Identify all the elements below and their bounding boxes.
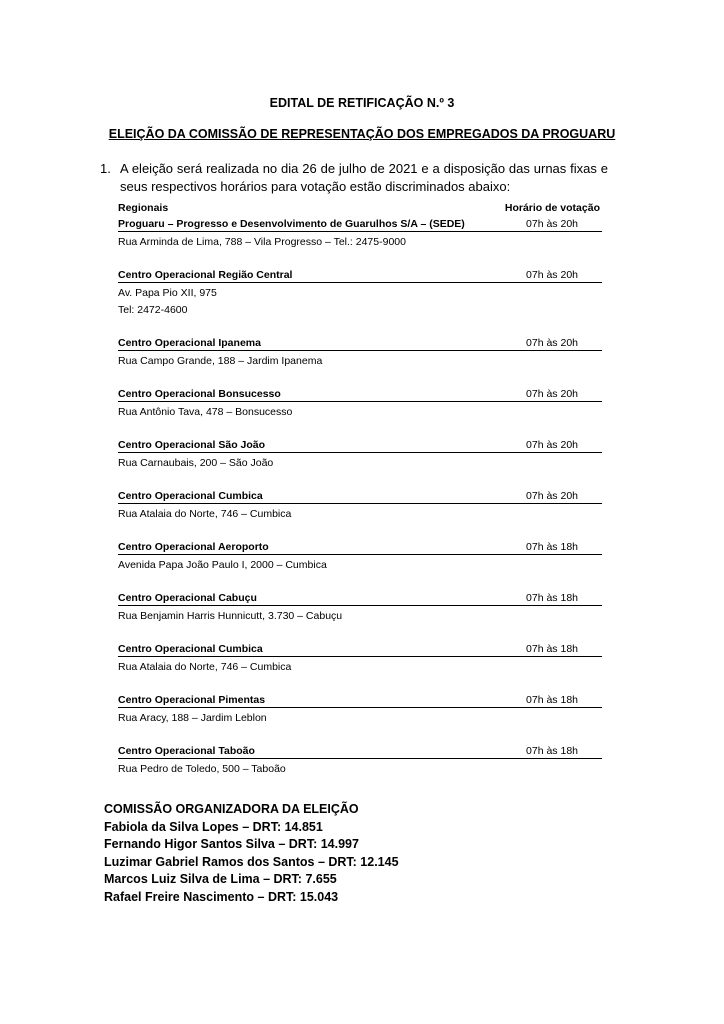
location-address: Avenida Papa João Paulo I, 2000 – Cumbica <box>118 559 327 571</box>
intro-paragraph <box>100 160 608 196</box>
location-entry <box>118 642 602 676</box>
location-name: Centro Operacional Taboão <box>118 745 255 757</box>
location-header <box>118 438 602 453</box>
location-address: Rua Pedro de Toledo, 500 – Taboão <box>118 763 286 775</box>
voting-hours: 07h às 18h <box>526 541 578 553</box>
voting-hours: 07h às 18h <box>526 643 578 655</box>
location-header <box>118 591 602 606</box>
table-header <box>118 202 602 216</box>
location-entry <box>118 336 602 370</box>
location-header <box>118 489 602 504</box>
location-address: Rua Carnaubais, 200 – São João <box>118 457 274 469</box>
location-address: Rua Arminda de Lima, 788 – Vila Progresso – Tel.: 2475-9000 <box>118 236 406 248</box>
location-name: Centro Operacional Cumbica <box>118 643 263 655</box>
location-entry <box>118 268 602 319</box>
location-entry <box>118 489 602 523</box>
location-entry <box>118 217 602 251</box>
header-regionais: Regionais <box>118 202 169 214</box>
location-address: Rua Campo Grande, 188 – Jardim Ipanema <box>118 355 323 367</box>
location-header <box>118 540 602 555</box>
location-name: Proguaru – Progresso e Desenvolvimento de Guarulhos S/A – (SEDE) <box>118 218 465 230</box>
committee-member: Marcos Luiz Silva de Lima – DRT: 7.655 <box>104 872 337 886</box>
location-header <box>118 217 602 232</box>
location-header <box>118 642 602 657</box>
voting-hours: 07h às 18h <box>526 745 578 757</box>
location-header <box>118 387 602 402</box>
location-name: Centro Operacional Ipanema <box>118 337 261 349</box>
location-address: Rua Atalaia do Norte, 746 – Cumbica <box>118 508 292 520</box>
voting-hours: 07h às 20h <box>526 218 578 230</box>
committee-heading: COMISSÃO ORGANIZADORA DA ELEIÇÃO <box>104 802 359 816</box>
location-address: Tel: 2472-4600 <box>118 304 188 316</box>
committee-member: Luzimar Gabriel Ramos dos Santos – DRT: 12.145 <box>104 854 399 869</box>
location-name: Centro Operacional Bonsucesso <box>118 388 281 400</box>
location-name: Centro Operacional Cumbica <box>118 490 263 502</box>
voting-hours: 07h às 20h <box>526 388 578 400</box>
location-header <box>118 693 602 708</box>
location-entry <box>118 438 602 472</box>
location-name: Centro Operacional São João <box>118 439 266 451</box>
location-address: Rua Antônio Tava, 478 – Bonsucesso <box>118 406 293 418</box>
location-address: Rua Atalaia do Norte, 746 – Cumbica <box>118 661 292 673</box>
committee-member: Rafael Freire Nascimento – DRT: 15.043 <box>104 889 339 904</box>
location-entry <box>118 387 602 421</box>
header-horario: Horário de votação <box>504 202 600 214</box>
location-entry <box>118 540 602 574</box>
location-header <box>118 268 602 283</box>
committee-block <box>104 801 399 906</box>
location-header <box>118 744 602 759</box>
document-title: EDITAL DE RETIFICAÇÃO N.º 3 <box>269 96 455 110</box>
location-address: Av. Papa Pio XII, 975 <box>118 287 217 299</box>
location-header <box>118 336 602 351</box>
location-address: Rua Aracy, 188 – Jardim Leblon <box>118 712 267 724</box>
intro-text: A eleição será realizada no dia 26 de julho de 2021 e a disposição das urnas fixas e seus respectivos horários para votação estão discriminados abaixo: <box>120 161 608 194</box>
location-entry <box>118 591 602 625</box>
location-name: Centro Operacional Cabuçu <box>118 592 257 604</box>
voting-hours: 07h às 20h <box>526 439 578 451</box>
voting-hours: 07h às 20h <box>526 269 578 281</box>
intro-number: 1. <box>100 161 111 176</box>
voting-hours: 07h às 20h <box>526 337 578 349</box>
committee-member: Fernando Higor Santos Silva – DRT: 14.997 <box>104 837 359 851</box>
location-name: Centro Operacional Aeroporto <box>118 541 269 553</box>
document-subtitle: ELEIÇÃO DA COMISSÃO DE REPRESENTAÇÃO DOS EMPREGADOS DA PROGUARU <box>108 127 616 141</box>
location-name: Centro Operacional Pimentas <box>118 694 266 706</box>
voting-hours: 07h às 18h <box>526 592 578 604</box>
location-entry <box>118 693 602 727</box>
location-name: Centro Operacional Região Central <box>118 269 293 281</box>
voting-hours: 07h às 18h <box>526 694 578 706</box>
committee-member: Fabiola da Silva Lopes – DRT: 14.851 <box>104 819 323 834</box>
location-entry <box>118 744 602 778</box>
voting-hours: 07h às 20h <box>526 490 578 502</box>
location-address: Rua Benjamin Harris Hunnicutt, 3.730 – Cabuçu <box>118 610 343 622</box>
